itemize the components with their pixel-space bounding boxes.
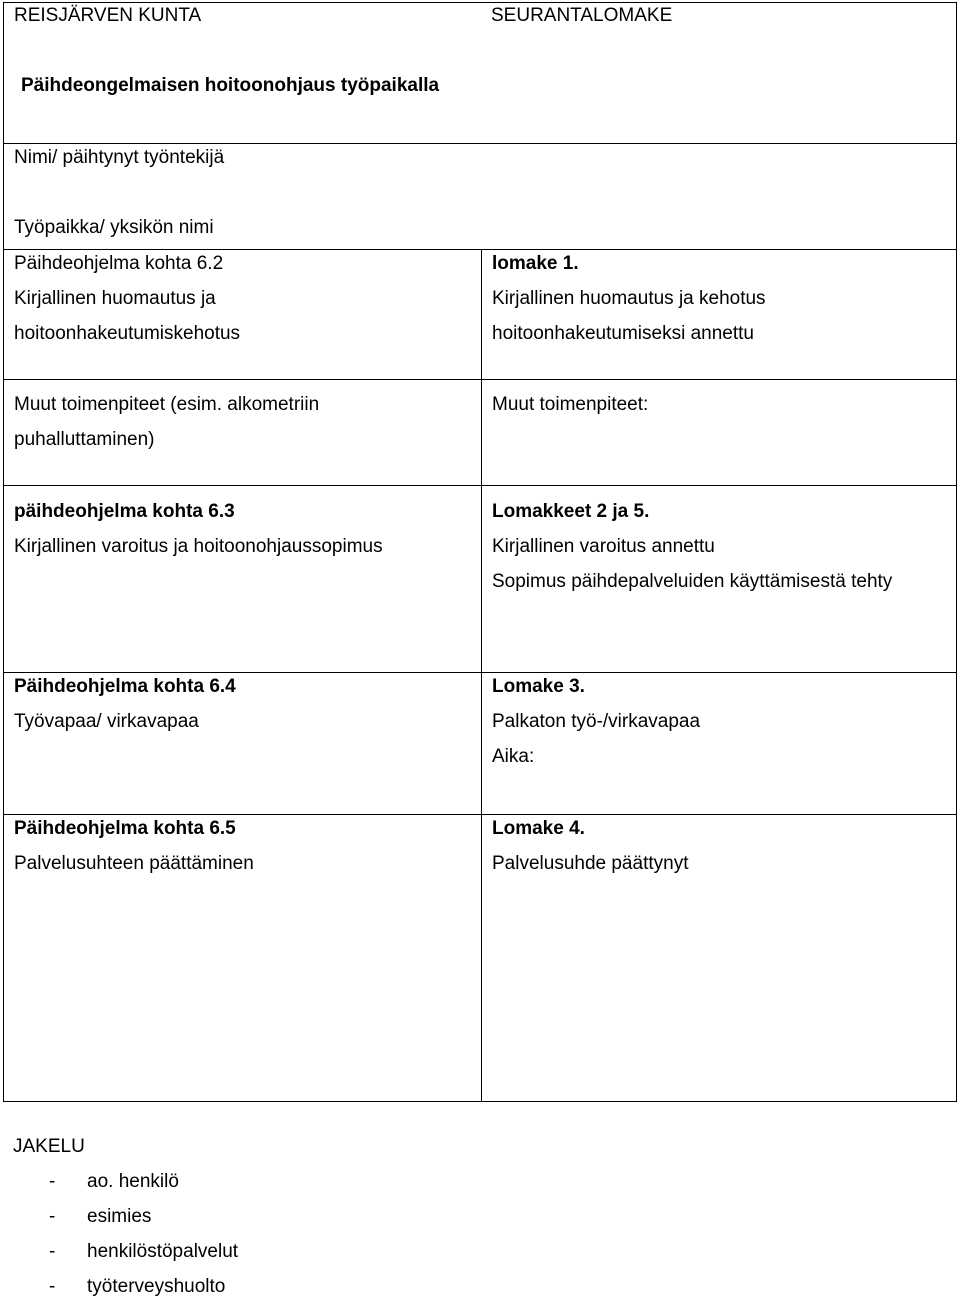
section-6-5-row [3, 815, 957, 1102]
section-6-4-row [3, 673, 957, 815]
form-reference: Lomake 3. [492, 676, 585, 697]
section-text: Kirjallinen huomautus ja [14, 288, 216, 309]
form-type: SEURANTALOMAKE [491, 5, 673, 26]
employee-name-field[interactable]: Nimi/ päihtynyt työntekijä [14, 147, 225, 168]
section-6-4-left [4, 673, 481, 814]
workplace-field[interactable]: Työpaikka/ yksikön nimi [14, 217, 214, 238]
form-reference: Lomake 4. [492, 818, 585, 839]
list-item-label: työterveyshuolto [87, 1276, 226, 1297]
header-divider [4, 143, 956, 144]
section-text: Sopimus päihdepalveluiden käyttämisestä tehty [492, 571, 893, 592]
section-text: hoitoonhakeutumiseksi annettu [492, 323, 754, 344]
section-6-5-left [4, 815, 481, 1101]
section-6-2-left [4, 250, 481, 379]
bullet-dash: - [49, 1276, 56, 1297]
bullet-dash: - [49, 1171, 56, 1192]
other-measures-left [4, 380, 481, 485]
section-text: Kirjallinen huomautus ja kehotus [492, 288, 766, 309]
section-text: Työvapaa/ virkavapaa [14, 711, 199, 732]
form-header-row [3, 2, 957, 250]
form-reference: Lomakkeet 2 ja 5. [492, 501, 650, 522]
section-6-3-left [4, 486, 481, 672]
list-item-label: esimies [87, 1206, 152, 1227]
section-heading: Päihdeohjelma kohta 6.2 [14, 253, 224, 274]
section-text: puhalluttaminen) [14, 429, 155, 450]
list-item-label: ao. henkilö [87, 1171, 179, 1192]
section-text: Kirjallinen varoitus annettu [492, 536, 715, 557]
section-6-4-right [481, 673, 956, 814]
bullet-dash: - [49, 1241, 56, 1262]
section-heading: Päihdeohjelma kohta 6.5 [14, 818, 236, 839]
section-text: Muut toimenpiteet (esim. alkometriin [14, 394, 320, 415]
section-text: Kirjallinen varoitus ja hoitoonohjaussopimus [14, 536, 383, 557]
distribution-title: JAKELU [13, 1136, 85, 1157]
section-heading: päihdeohjelma kohta 6.3 [14, 501, 235, 522]
bullet-dash: - [49, 1206, 56, 1227]
section-heading: Päihdeohjelma kohta 6.4 [14, 676, 236, 697]
other-measures-row [3, 380, 957, 486]
section-text: Palkaton työ-/virkavapaa [492, 711, 701, 732]
section-6-2-row [3, 250, 957, 380]
section-text: Muut toimenpiteet: [492, 394, 649, 415]
list-item-label: henkilöstöpalvelut [87, 1241, 239, 1262]
section-6-2-right [481, 250, 956, 379]
section-text: Aika: [492, 746, 535, 767]
municipality-name: REISJÄRVEN KUNTA [14, 5, 202, 26]
section-text: hoitoonhakeutumiskehotus [14, 323, 241, 344]
section-6-5-right [481, 815, 956, 1101]
section-6-3-row [3, 486, 957, 673]
section-6-3-right [481, 486, 956, 672]
section-text: Palvelusuhteen päättäminen [14, 853, 254, 874]
other-measures-right [481, 380, 956, 485]
form-reference: lomake 1. [492, 253, 579, 274]
form-title: Päihdeongelmaisen hoitoonohjaus työpaikalla [21, 75, 440, 96]
section-text: Palvelusuhde päättynyt [492, 853, 689, 874]
